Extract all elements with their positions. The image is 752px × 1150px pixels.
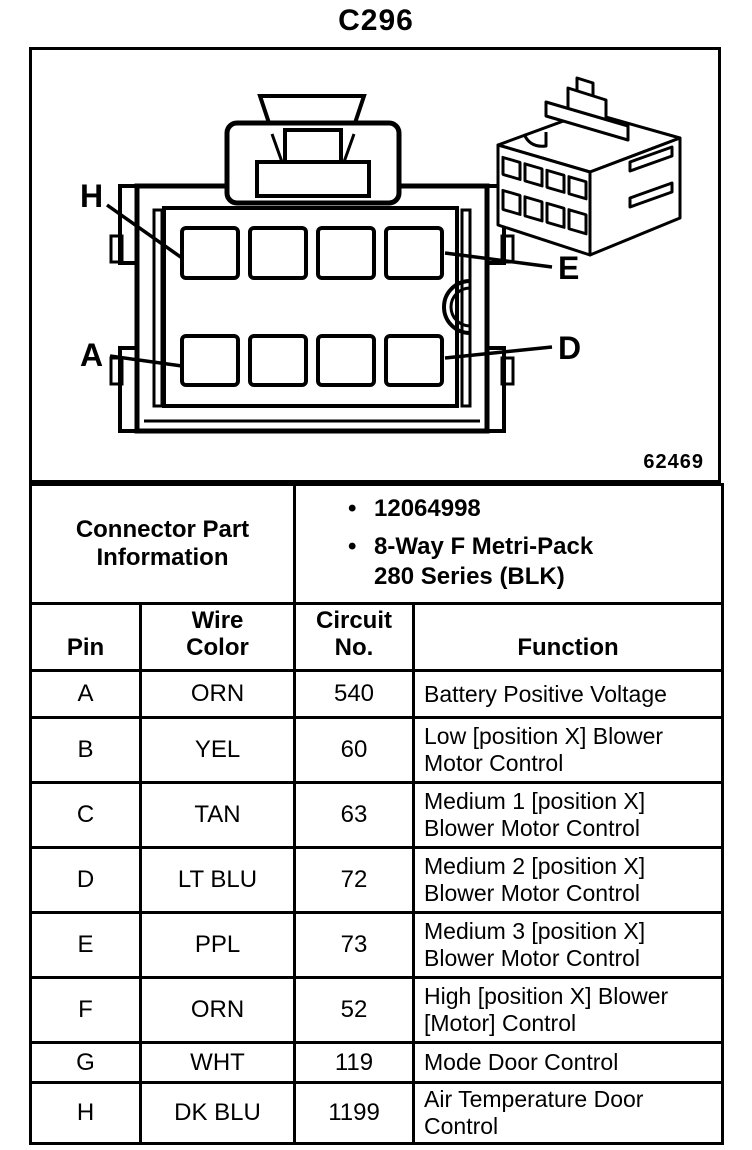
- page-title: C296: [338, 4, 414, 37]
- column-header-circuit-no: Circuit No.: [295, 604, 414, 671]
- connector-info-row: [31, 485, 723, 604]
- connector-part-numbers-cell: [295, 485, 723, 604]
- pin-cell: A: [31, 671, 141, 718]
- circuit-no-cell: 119: [295, 1043, 414, 1083]
- wire-color-cell: WHT: [141, 1043, 295, 1083]
- pin-cell: G: [31, 1043, 141, 1083]
- circuit-no-cell: 52: [295, 978, 414, 1043]
- pin-label-a: A: [80, 337, 104, 373]
- circuit-no-cell: 1199: [295, 1083, 414, 1144]
- pin-label-d: D: [558, 330, 582, 366]
- function-cell: Battery Positive Voltage: [414, 671, 723, 718]
- pin-cell: B: [31, 718, 141, 783]
- wire-color-cell: ORN: [141, 978, 295, 1043]
- connector-figure: [29, 47, 721, 483]
- table-row: [31, 783, 723, 848]
- pin-cell: H: [31, 1083, 141, 1144]
- table-row: [31, 913, 723, 978]
- wire-color-cell: PPL: [141, 913, 295, 978]
- function-cell: Medium 2 [position X] Blower Motor Control: [414, 848, 723, 913]
- connector-part-info-heading: Connector Part Information: [75, 516, 250, 571]
- connector-part-info-cell: [31, 485, 295, 604]
- circuit-no-cell: 63: [295, 783, 414, 848]
- column-header-wire-color: Wire Color: [141, 604, 295, 671]
- table-row: [31, 978, 723, 1043]
- circuit-no-cell: 540: [295, 671, 414, 718]
- column-header-function: Function: [414, 604, 723, 671]
- function-cell: Mode Door Control: [414, 1043, 723, 1083]
- pinout-table: [29, 483, 724, 1145]
- table-row: [31, 848, 723, 913]
- function-cell: Medium 1 [position X] Blower Motor Control: [414, 783, 723, 848]
- table-row: [31, 718, 723, 783]
- wire-color-cell: YEL: [141, 718, 295, 783]
- connector-line-art: [32, 50, 718, 480]
- wire-color-cell: DK BLU: [141, 1083, 295, 1144]
- wire-color-cell: TAN: [141, 783, 295, 848]
- function-cell: Low [position X] Blower Motor Control: [414, 718, 723, 783]
- connector-body: [137, 186, 487, 431]
- wire-color-cell: ORN: [141, 671, 295, 718]
- circuit-no-cell: 60: [295, 718, 414, 783]
- connector-isometric-view: [498, 78, 680, 255]
- function-cell: Medium 3 [position X] Blower Motor Control: [414, 913, 723, 978]
- column-header-pin: Pin: [31, 604, 141, 671]
- pin-cell: D: [31, 848, 141, 913]
- pin-cell: F: [31, 978, 141, 1043]
- pin-cell: E: [31, 913, 141, 978]
- table-row: [31, 1083, 723, 1144]
- pin-label-h: H: [80, 178, 104, 214]
- connector-front-view: [111, 96, 513, 431]
- wire-color-cell: LT BLU: [141, 848, 295, 913]
- circuit-no-cell: 72: [295, 848, 414, 913]
- latch-base: [257, 162, 369, 196]
- function-cell: Air Temperature Door Control: [414, 1083, 723, 1144]
- function-cell: High [position X] Blower [Motor] Control: [414, 978, 723, 1043]
- circuit-no-cell: 73: [295, 913, 414, 978]
- part-number-item: • 12064998: [348, 494, 629, 524]
- connector-series-item: • 8-Way F Metri-Pack 280 Series (BLK): [348, 532, 629, 592]
- figure-number: 62469: [643, 451, 704, 473]
- pin-cell: C: [31, 783, 141, 848]
- table-header-row: [31, 604, 723, 671]
- connector-part-bullet-list: [302, 494, 715, 592]
- table-row: [31, 671, 723, 718]
- table-row: [31, 1043, 723, 1083]
- pin-label-e: E: [558, 250, 580, 286]
